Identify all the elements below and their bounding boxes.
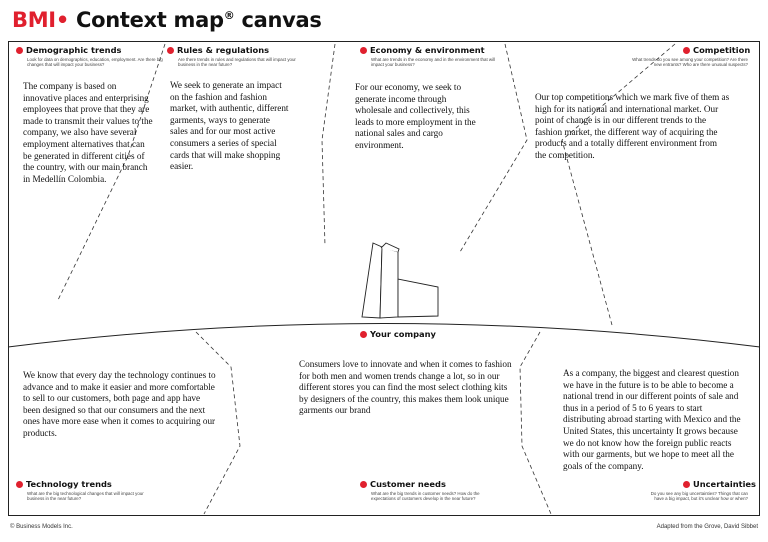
divider-top-center-left (322, 44, 335, 246)
customer-needs-title: Customer needs (360, 479, 446, 489)
competition-question: What trends do you see among your competition? Are there new entrants? Who are there unusual suspects? (632, 57, 748, 67)
customer-needs-question: What are the big trends in customer needs? How do the expectations of customers develop in the near future? (371, 491, 480, 501)
uncertainties-title: Uncertainties (683, 479, 756, 489)
rules-regulations-question: Are there trends in rules and regulations that will impact your business in the near future? (178, 57, 296, 67)
competition-text: Our top competitions which we mark five of them as high for its national and international market. Our point of change is in our different trends to the fashion market, the different way of acquiring the products and a totally different environment from the competition. (535, 92, 730, 160)
economy-environment-question: What are trends in the economy and in the environment that will impact your business? (371, 57, 495, 67)
bullet-icon (16, 47, 23, 54)
footer-copyright: © Business Models Inc. (10, 524, 73, 530)
bullet-icon (167, 47, 174, 54)
technology-trends-question: What are the big technological changes that will impact your business in the near future? (27, 491, 144, 501)
bullet-icon (683, 481, 690, 488)
your-company-title: Your company (360, 329, 436, 339)
title-text: Context map (75, 8, 224, 32)
uncertainties-text: As a company, the biggest and clearest question we have in the future is to be able to become a national trend in our different points of sale and thus in a period of 5 to 6 years to start distributing abroad starting with Mexico and the United States, this uncertainty It grows because we do not know how the foreign public reacts with our garments, but we hope to meet all the goals of the company. (563, 368, 741, 471)
demographic-trends-text: The company is based on innovative places and enterprising employees that prove that they are made to transmit their values to the company, we also have several employment alternatives that can be generated in different cities of the country, with our main branch in Medellín Colombia. (23, 81, 153, 184)
registered-mark: ® (223, 9, 235, 22)
footer-attribution: Adapted from the Grove, David Sibbet (656, 524, 758, 530)
divider-bottom-right (520, 332, 551, 514)
divider-top-right (562, 44, 675, 325)
economy-environment-text: For our economy, we seek to generate income through wholesale and collectively, this leads to more employment in the national sales and cargo environment. (355, 82, 476, 150)
bullet-icon (360, 481, 367, 488)
economy-environment-title: Economy & environment (360, 45, 485, 55)
uncertainties-question: Do you see any big uncertainties? Things that can have a big impact, but it's unclear how or when? (650, 491, 748, 501)
rules-regulations-text: We seek to generate an impact on the fashion and fashion market, with authentic, different garments, ways to generate sales and for our most active consumers a series of special cards that will make shopping easier. (170, 80, 289, 172)
competition-title: Competition (683, 45, 750, 55)
customer-needs-text: Consumers love to innovate and when it comes to fashion for both men and women trends change a lot, so in our different stores you can find the most select clothing kits by designers of the country, this makes them look unique garments our brand (299, 359, 512, 416)
title-dot: • (55, 8, 69, 32)
bullet-icon (683, 47, 690, 54)
technology-trends-text: We know that every day the technology continues to advance and to make it easier and more comfortable to sell to our customers, both page and app have been designed so that our consumers and the next ones have more ease when it comes to acquiring our products. (23, 370, 216, 438)
brand-logo: BMI (12, 8, 56, 32)
bullet-icon (360, 331, 367, 338)
bullet-icon (16, 481, 23, 488)
demographic-trends-title: Demographic trends (16, 45, 121, 55)
building-illustration (362, 243, 438, 318)
demographic-trends-question: Look for data on demographics, education, employment. Are there big changes that will impact your business? (27, 57, 163, 67)
title-suffix: canvas (241, 8, 322, 32)
technology-trends-title: Technology trends (16, 479, 112, 489)
rules-regulations-title: Rules & regulations (167, 45, 269, 55)
bullet-icon (360, 47, 367, 54)
